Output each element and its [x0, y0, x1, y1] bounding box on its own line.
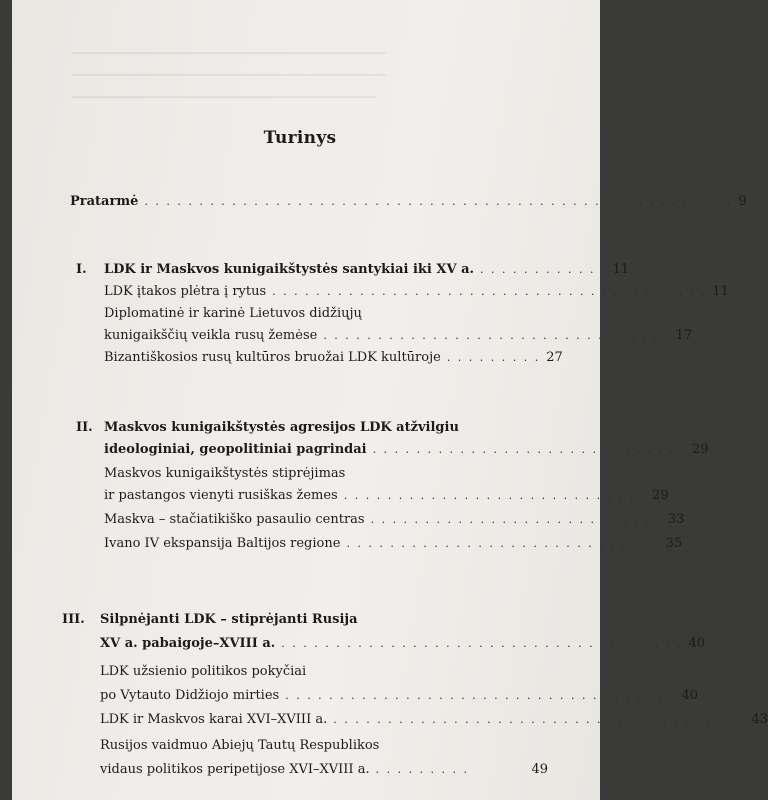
toc-entry[interactable]: vidaus politikos peripetijose XVI–XVIII a. . . . . . . . . . 49: [100, 762, 548, 777]
toc-page-number: 43: [751, 712, 768, 727]
page-title: Turinys: [263, 128, 337, 148]
show-through: ▁▁▁▁▁▁▁▁▁▁▁▁▁▁▁▁▁▁▁▁▁▁▁▁▁▁▁▁▁▁▁▁▁: [72, 84, 377, 98]
book-page: [12, 0, 768, 800]
show-through: ▁▁▁▁▁▁▁▁▁▁▁▁▁▁▁▁▁▁▁▁▁▁▁▁▁▁▁▁▁▁▁▁▁▁: [72, 62, 386, 76]
toc-entry[interactable]: LDK įtakos plėtra į rytus . . . . . . . . . . . . . . . . . . . . . . . . . . . . . . . . . . . . . . . . 11: [104, 284, 729, 299]
section-numeral: III.: [62, 612, 85, 627]
toc-page-number: 49: [531, 762, 548, 777]
section-heading-line1[interactable]: Silpnėjanti LDK – stiprėjanti Rusija: [100, 612, 358, 627]
toc-section-heading[interactable]: XV a. pabaigoje–XVIII a. . . . . . . . . . . . . . . . . . . . . . . . . . . . . . . . . . . . . . 40: [100, 636, 706, 651]
toc-entry-line1[interactable]: Diplomatinė ir karinė Lietuvos didžiųjų: [104, 306, 362, 321]
section-heading-line1[interactable]: Maskvos kunigaikštystės agresijos LDK atžvilgiu: [104, 420, 459, 435]
toc-page-number: 11: [712, 284, 729, 299]
leader-dots: . . . . . . . . .: [375, 763, 470, 776]
toc-entry-preface[interactable]: [70, 194, 747, 210]
section-numeral: II.: [76, 420, 93, 435]
toc-entry-line1[interactable]: LDK užsienio politikos pokyčiai: [100, 664, 307, 679]
toc-entry[interactable]: po Vytauto Didžiojo mirties . . . . . . . . . . . . . . . . . . . . . . . . . . . . . . . . . . . . 40: [100, 688, 699, 703]
leader-dots: . . . . . . . . . . . . . . . . . . . . . . . . . . . . . . . . . . . . . .: [333, 713, 746, 726]
section-heading: LDK ir Maskvos kunigaikštystės santykiai iki XV a.: [104, 262, 475, 277]
toc-entry[interactable]: Maskva – stačiatikiško pasaulio centras . . . . . . . . . . . . . . . . . . . . . . . . . . . 33: [104, 512, 685, 527]
toc-section-heading[interactable]: [104, 262, 629, 278]
toc-entry[interactable]: kunigaikščių veikla rusų žemėse . . . . . . . . . . . . . . . . . . . . . . . . . . . . . . . . 17: [104, 328, 693, 343]
section-numeral: I.: [76, 262, 87, 277]
toc-entry-line1[interactable]: Maskvos kunigaikštystės stiprėjimas: [104, 466, 346, 481]
toc-page-number: 27: [546, 350, 563, 365]
toc-page-number: 11: [612, 262, 629, 277]
leader-dots: . . . . . . . . . . . .: [480, 263, 607, 276]
leader-dots: . . . . . . . . .: [446, 351, 541, 364]
toc-page-number: 40: [681, 688, 699, 703]
show-through: ▁▁▁▁▁▁▁▁▁▁▁▁▁▁▁▁▁▁▁▁▁▁▁▁▁▁▁▁▁▁▁▁▁▁: [72, 40, 386, 54]
leader-dots: . . . . . . . . . . . . . . . . . . . . . . . . . . . .: [343, 489, 647, 502]
toc-entry[interactable]: LDK ir Maskvos karai XVI–XVIII a. . . . . . . . . . . . . . . . . . . . . . . . . . . . . . . . . . . . . . . 43: [100, 712, 768, 727]
toc-page-number: 29: [652, 488, 669, 503]
toc-page-number: 29: [691, 442, 709, 457]
toc-entry-line1[interactable]: Rusijos vaidmuo Abiejų Tautų Respublikos: [100, 738, 380, 753]
leader-dots: . . . . . . . . . . . . . . . . . . . . . . . . . . .: [370, 513, 662, 526]
toc-entry[interactable]: ir pastangos vienyti rusiškas žemes . . . . . . . . . . . . . . . . . . . . . . . . . . . . 29: [104, 488, 669, 503]
toc-entry-label: Pratarmė: [70, 194, 139, 209]
leader-dots: . . . . . . . . . . . . . . . . . . . . . . . . . . . . . . . .: [323, 329, 670, 342]
toc-section-heading[interactable]: ideologiniai, geopolitiniai pagrindai . . . . . . . . . . . . . . . . . . . . . . . . . . . . . 29: [104, 442, 709, 457]
toc-page-number: 35: [665, 536, 683, 551]
leader-dots: . . . . . . . . . . . . . . . . . . . . . . . . . . . . . . . . . . . . . . . . . . . . . . . . . . . . . .: [144, 195, 733, 208]
toc-page-number: 33: [667, 512, 685, 527]
leader-dots: . . . . . . . . . . . . . . . . . . . . . . . . . . . . .: [372, 443, 686, 456]
toc-entry[interactable]: Bizantiškosios rusų kultūros bruožai LDK kultūroje . . . . . . . . . 27: [104, 350, 563, 365]
leader-dots: . . . . . . . . . . . . . . . . . . . . . . . . . . . . . . . . . . . .: [285, 689, 676, 702]
toc-entry[interactable]: Ivano IV ekspansija Baltijos regione . . . . . . . . . . . . . . . . . . . . . . . . . . . . . 35: [104, 536, 683, 551]
toc-page-number: 9: [738, 194, 747, 209]
toc-page-number: 40: [688, 636, 706, 651]
leader-dots: . . . . . . . . . . . . . . . . . . . . . . . . . . . . . . . . . . . . . . . .: [272, 285, 707, 298]
leader-dots: . . . . . . . . . . . . . . . . . . . . . . . . . . . . . . . . . . . . .: [281, 637, 683, 650]
leader-dots: . . . . . . . . . . . . . . . . . . . . . . . . . . . . .: [346, 537, 660, 550]
toc-page-number: 17: [675, 328, 693, 343]
